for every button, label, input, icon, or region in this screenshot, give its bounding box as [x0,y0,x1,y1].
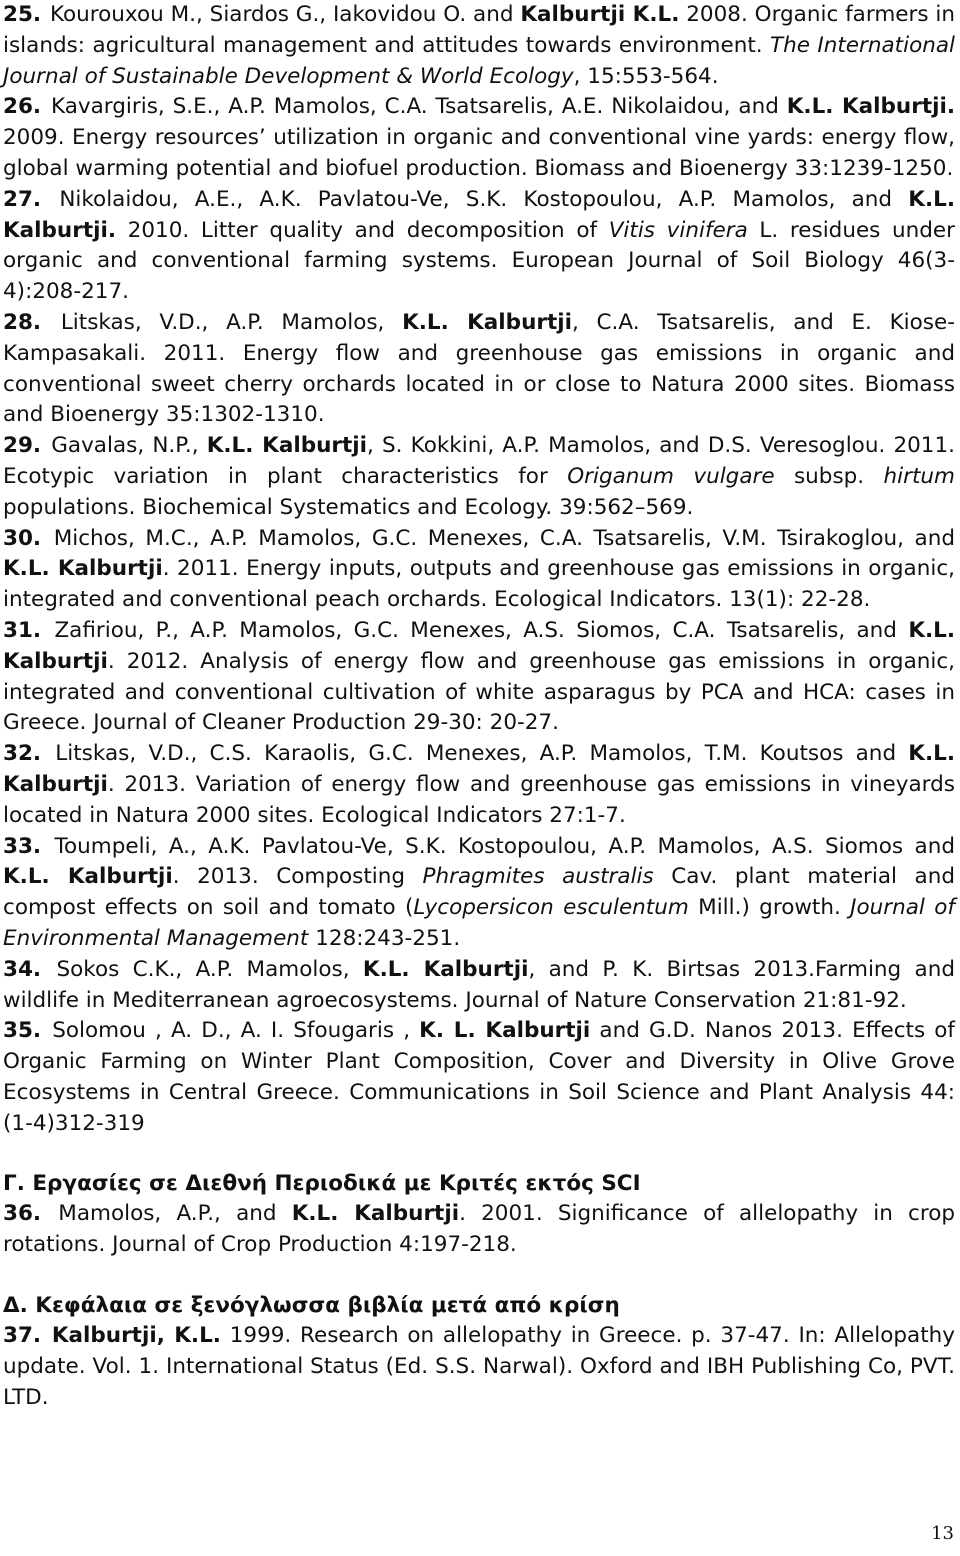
ref-text: 128:243-251. [308,925,461,951]
ref-authors: Toumpeli, A., A.K. Pavlatou-Ve, S.K. Kostopoulou, A.P. Mamolos, A.S. Siomos and [54,833,955,859]
ref-italic: Phragmites australis [422,864,654,890]
ref-text: subsp. [774,463,884,489]
ref-text: and G.D. Nanos 2013. Effects of Organic Farming on Winter Plant Composition, Cover and Diversity in Olive Grove Ecosystems in Central Greece. Communications in Soil Science and Plant Analysis 44:(1-4)312-319 [3,1018,956,1136]
ref-authors: Mamolos, A.P., and [58,1201,292,1227]
ref-text: 2008. Organic farmers in islands: agricultural management and attitudes towards environment. [3,2,955,58]
ref-highlight-author: K.L. Kalburtji [3,556,163,582]
ref-highlight-author: K.L. Kalburtji [3,864,173,890]
ref-text: . 2001. Significance of allelopathy in crop rotations. Journal of Crop Production 4:197-218. [3,1201,956,1258]
ref-text: 1999. Research on allelopathy in Greece. p. 37-47. In: Allelopathy update. Vol. 1. International Status (Ed. S.S. Narwal). Oxford and IBH Publishing Co, PVT. LTD. [3,1323,956,1410]
ref-highlight-author: K.L. Kalburtji. [786,94,956,120]
ref-number: 36. [3,1201,42,1227]
reference-33 [3,832,955,955]
ref-text: . 2013. Composting [172,864,423,890]
section-spacer [3,1261,955,1291]
reference-28 [3,308,955,431]
ref-highlight-author: K.L. Kalburtji [362,956,529,982]
ref-text: Mill.) growth. [688,895,851,921]
ref-text: 2010. Litter quality and decomposition of [116,217,609,243]
ref-authors: Kavargiris, S.E., A.P. Mamolos, C.A. Tsatsarelis, A.E. Nikolaidou, and [51,94,787,120]
reference-30 [3,524,955,616]
ref-italic: Origanum vulgare [567,463,775,489]
page-number: 13 [931,1523,954,1544]
ref-number: 35. [3,1018,42,1044]
section-heading-g: Γ. Εργασίες σε Διεθνή Περιοδικά με Κριτές εκτός SCI [3,1171,641,1197]
ref-authors: Nikolaidou, A.E., A.K. Pavlatou-Ve, S.K. Kostopoulou, A.P. Mamolos, and [59,186,909,212]
reference-36 [3,1199,955,1261]
ref-highlight-author: K.L. Kalburtji [402,309,572,335]
ref-text: . 2011. Energy inputs, outputs and greenhouse gas emissions in organic, integrated and conventional peach orchards. Ecological Indicators. 13(1): 22-28. [3,556,955,613]
reference-35 [3,1016,955,1139]
ref-highlight-author: Kalburtji K.L. [520,2,680,27]
ref-authors: Gavalas, N.P., [51,433,207,459]
ref-text: Cav. plant material and compost effects on soil and tomato ( [3,864,955,921]
reference-34 [3,955,955,1017]
ref-number: 31. [3,617,42,643]
ref-number: 25. [3,2,42,27]
reference-37 [3,1321,955,1413]
ref-italic: Journal of Environmental Management [3,895,955,951]
ref-text: 2009. Energy resources’ utilization in organic and conventional vine yards: energy flow, global warming potential and biofuel production. Biomass and Bioenergy 33:1239-1250. [3,125,955,181]
reference-31 [3,616,955,739]
ref-highlight-author: Kalburtji, K.L. [51,1323,221,1349]
section-spacer [3,1139,955,1169]
ref-highlight-author: K.L. Kalburtji [3,741,955,797]
ref-number: 34. [3,956,42,982]
reference-32 [3,739,955,831]
ref-italic: Lycopersicon esculentum [413,895,689,921]
ref-number: 26. [3,94,42,120]
ref-italic: Vitis vinifera [608,217,748,243]
document-page [3,0,955,1413]
reference-26 [3,92,955,184]
ref-highlight-author: K.L. Kalburtji [206,433,368,459]
ref-highlight-author: K.L. Kalburtji [291,1201,460,1227]
ref-number: 37. [3,1323,42,1349]
ref-italic: The International Journal of Sustainable Development & World Ecology [3,32,956,89]
ref-number: 33. [3,833,42,859]
ref-text: L. residues under organic and conventional farming systems. European Journal of Soil Biology 46(3-4):208-217. [3,217,955,305]
ref-authors: Kourouxou M., Siardos G., Iakovidou O. and [49,2,521,27]
ref-italic: hirtum [883,463,955,489]
ref-number: 29. [3,433,42,459]
ref-number: 28. [3,309,42,335]
ref-text: populations. Biochemical Systematics and Ecology. 39:562–569. [3,494,694,520]
ref-number: 30. [3,525,42,551]
ref-text: , 15:553-564. [573,63,719,89]
ref-highlight-author: K.L. Kalburtji [3,617,956,674]
reference-25 [3,0,955,92]
ref-text: , C.A. Tsatsarelis, and E. Kiose-Kampasakali. 2011. Energy flow and greenhouse gas emissions in organic and conventional sweet cherry orchards located in or close to Natura 2000 sites. Biomass and Bioenergy 35:1302-1310. [3,309,955,428]
ref-authors: Zafiriou, P., A.P. Mamolos, G.C. Menexes, A.S. Siomos, C.A. Tsatsarelis, and [54,617,909,643]
ref-text: , and P. K. Birtsas 2013.Farming and wildlife in Mediterranean agroecosystems. Journal of Nature Conservation 21:81-92. [3,956,955,1013]
ref-authors: Litskas, V.D., A.P. Mamolos, [60,309,403,335]
ref-number: 32. [3,741,42,767]
reference-27 [3,185,955,308]
ref-number: 27. [3,186,42,212]
ref-authors: Michos, M.C., A.P. Mamolos, G.C. Menexes, C.A. Tsatsarelis, V.M. Tsirakoglou, and [53,525,956,551]
ref-highlight-author: K.L. Kalburtji. [3,186,955,243]
ref-authors: Sokos C.K., A.P. Mamolos, [56,956,363,982]
ref-authors: Solomou , A. D., A. I. Sfougaris , [52,1018,420,1044]
ref-text: . 2012. Analysis of energy flow and greenhouse gas emissions in organic, integrated and conventional cultivation of white asparagus by PCA and HCA: cases in Greece. Journal of Cleaner Production 29-30: 20-27. [3,648,955,736]
reference-29 [3,431,955,523]
section-heading-d: Δ. Κεφάλαια σε ξενόγλωσσα βιβλία μετά από κρίση [3,1293,620,1319]
ref-text: . 2013. Variation of energy flow and greenhouse gas emissions in vineyards located in Natura 2000 sites. Ecological Indicators 27:1-7. [3,771,955,828]
ref-text: , S. Kokkini, A.P. Mamolos, and D.S. Veresoglou. 2011. Ecotypic variation in plant characteristics for [3,433,955,489]
ref-highlight-author: K. L. Kalburtji [419,1018,591,1044]
ref-authors: Litskas, V.D., C.S. Karaolis, G.C. Menexes, A.P. Mamolos, T.M. Koutsos and [55,741,909,767]
